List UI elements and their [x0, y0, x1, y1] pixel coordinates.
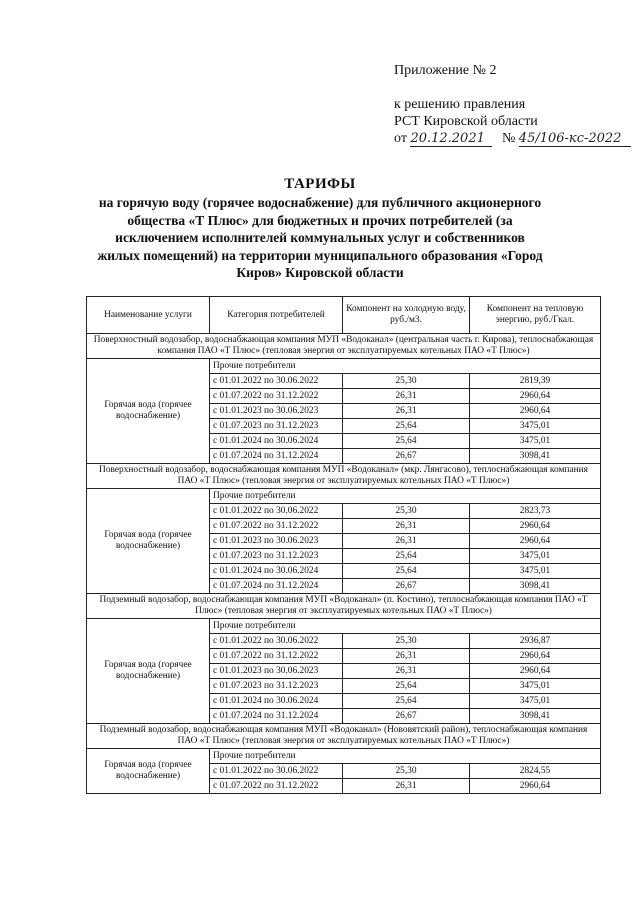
- period-cell: с 01.01.2022 по 30.06.2022: [210, 504, 343, 519]
- cold-water-cell: 25,30: [343, 634, 470, 649]
- heat-cell: 2960,64: [470, 534, 601, 549]
- cold-water-cell: 26,67: [343, 579, 470, 594]
- heat-cell: 2823,73: [470, 504, 601, 519]
- zone-row: [87, 724, 601, 749]
- number-handwritten: 45/106-кс-2022: [519, 132, 631, 147]
- subtitle-line: исключением исполнителей коммунальных услуг и собственников: [115, 230, 525, 245]
- period-cell: с 01.07.2022 по 31.12.2022: [210, 389, 343, 404]
- heat-cell: 2936,87: [470, 634, 601, 649]
- category-row: [87, 749, 601, 764]
- date-prefix: от: [394, 131, 407, 146]
- table-header-row: [87, 297, 601, 334]
- heat-cell: 3098,41: [470, 579, 601, 594]
- zone-row: [87, 594, 601, 619]
- zone-description: Подземный водозабор, водоснабжающая компания МУП «Водоканал» (п. Костино), теплоснабжающая компания ПАО «Т Плюс» (тепловая энергия от эксплуатируемых котельных ПАО «Т Плюс»): [87, 594, 601, 619]
- service-name: Горячая вода (горячее водоснабжение): [87, 749, 210, 794]
- zone-description: Поверхностный водозабор, водоснабжающая компания МУП «Водоканал» (мкр. Лянгасово), теплоснабжающая компания ПАО «Т Плюс» (тепловая энергия от эксплуатируемых котельных ПАО «Т Плюс»): [87, 464, 601, 489]
- number-prefix: №: [501, 131, 516, 146]
- period-cell: с 01.07.2022 по 31.12.2022: [210, 519, 343, 534]
- heat-cell: 2819,39: [470, 374, 601, 389]
- subtitle-line: жилых помещений) на территории муниципального образования «Город: [97, 247, 543, 263]
- period-cell: с 01.01.2023 по 30.06.2023: [210, 664, 343, 679]
- heat-cell: 3475,01: [470, 434, 601, 449]
- cold-water-cell: 26,31: [343, 664, 470, 679]
- heat-cell: 3475,01: [470, 419, 601, 434]
- cold-water-cell: 26,67: [343, 709, 470, 724]
- period-cell: с 01.01.2023 по 30.06.2023: [210, 534, 343, 549]
- cold-water-cell: 25,30: [343, 374, 470, 389]
- heat-cell: 2960,64: [470, 779, 601, 794]
- period-cell: с 01.01.2023 по 30.06.2023: [210, 404, 343, 419]
- service-name: Горячая вода (горячее водоснабжение): [87, 359, 210, 464]
- appendix-label: Приложение № 2: [394, 63, 497, 78]
- heat-cell: 2960,64: [470, 389, 601, 404]
- zone-row: [87, 464, 601, 489]
- cold-water-cell: 25,64: [343, 694, 470, 709]
- cold-water-cell: 26,67: [343, 449, 470, 464]
- heat-cell: 3475,01: [470, 549, 601, 564]
- heat-cell: 2960,64: [470, 664, 601, 679]
- heat-cell: 3475,01: [470, 679, 601, 694]
- table-body: [87, 334, 601, 794]
- category-row: [87, 359, 601, 374]
- service-name: Горячая вода (горячее водоснабжение): [87, 619, 210, 724]
- period-cell: с 01.07.2024 по 31.12.2024: [210, 709, 343, 724]
- heat-cell: 3098,41: [470, 449, 601, 464]
- period-cell: с 01.01.2024 по 30.06.2024: [210, 434, 343, 449]
- document-subtitle: [80, 194, 560, 282]
- cold-water-cell: 26,31: [343, 519, 470, 534]
- heat-cell: 2960,64: [470, 649, 601, 664]
- cold-water-cell: 26,31: [343, 389, 470, 404]
- subtitle-line: на горячую воду (горячее водоснабжение) для публичного акционерного: [98, 195, 542, 210]
- period-cell: с 01.07.2023 по 31.12.2023: [210, 679, 343, 694]
- cold-water-cell: 25,64: [343, 549, 470, 564]
- cold-water-cell: 25,64: [343, 419, 470, 434]
- decision-date-number: [394, 130, 631, 148]
- cold-water-cell: 26,31: [343, 649, 470, 664]
- period-cell: с 01.07.2023 по 31.12.2023: [210, 419, 343, 434]
- document-title: ТАРИФЫ: [284, 176, 356, 192]
- heat-cell: 3475,01: [470, 694, 601, 709]
- cold-water-cell: 26,31: [343, 534, 470, 549]
- cold-water-cell: 26,31: [343, 779, 470, 794]
- cold-water-cell: 25,30: [343, 764, 470, 779]
- header-heat: Компонент на тепловую энергию, руб./Гкал.: [470, 297, 601, 334]
- tariff-table: [86, 296, 601, 794]
- consumer-category: Прочие потребители: [210, 749, 601, 764]
- cold-water-cell: 25,30: [343, 504, 470, 519]
- cold-water-cell: 25,64: [343, 679, 470, 694]
- heat-cell: 2960,64: [470, 519, 601, 534]
- heat-cell: 3098,41: [470, 709, 601, 724]
- header-cold-water: Компонент на холодную воду, руб./м3.: [343, 297, 470, 334]
- period-cell: с 01.07.2022 по 31.12.2022: [210, 649, 343, 664]
- period-cell: с 01.01.2024 по 30.06.2024: [210, 694, 343, 709]
- period-cell: с 01.07.2024 по 31.12.2024: [210, 579, 343, 594]
- consumer-category: Прочие потребители: [210, 489, 601, 504]
- decision-line-1: к решению правления: [394, 97, 526, 112]
- cold-water-cell: 25,64: [343, 564, 470, 579]
- category-row: [87, 619, 601, 634]
- zone-description: Подземный водозабор, водоснабжающая компания МУП «Водоканал» (Нововятский район), теплоснабжающая компания ПАО «Т Плюс» (тепловая энергия от эксплуатируемых котельных ПАО «Т Плюс»): [87, 724, 601, 749]
- period-cell: с 01.01.2022 по 30.06.2022: [210, 374, 343, 389]
- category-row: [87, 489, 601, 504]
- subtitle-line: общества «Т Плюс» для бюджетных и прочих потребителей (за: [127, 212, 513, 228]
- consumer-category: Прочие потребители: [210, 359, 601, 374]
- period-cell: с 01.01.2022 по 30.06.2022: [210, 634, 343, 649]
- cold-water-cell: 26,31: [343, 404, 470, 419]
- period-cell: с 01.07.2022 по 31.12.2022: [210, 779, 343, 794]
- period-cell: с 01.01.2024 по 30.06.2024: [210, 564, 343, 579]
- service-name: Горячая вода (горячее водоснабжение): [87, 489, 210, 594]
- zone-description: Поверхностный водозабор, водоснабжающая компания МУП «Водоканал» (центральная часть г. Кирова), теплоснабжающая компания ПАО «Т Плюс» (тепловая энергия от эксплуатируемых котельных ПАО «Т Плюс»): [87, 334, 601, 359]
- heat-cell: 2824,55: [470, 764, 601, 779]
- header-service: Наименование услуги: [87, 297, 210, 334]
- period-cell: с 01.01.2022 по 30.06.2022: [210, 764, 343, 779]
- zone-row: [87, 334, 601, 359]
- header-category: Категория потребителей: [210, 297, 343, 334]
- period-cell: с 01.07.2024 по 31.12.2024: [210, 449, 343, 464]
- date-handwritten: 20.12.2021: [410, 132, 492, 147]
- period-cell: с 01.07.2023 по 31.12.2023: [210, 549, 343, 564]
- heat-cell: 3475,01: [470, 564, 601, 579]
- decision-line-2: РСТ Кировской области: [394, 114, 538, 129]
- cold-water-cell: 25,64: [343, 434, 470, 449]
- consumer-category: Прочие потребители: [210, 619, 601, 634]
- heat-cell: 2960,64: [470, 404, 601, 419]
- subtitle-line: Киров» Кировской области: [236, 265, 404, 280]
